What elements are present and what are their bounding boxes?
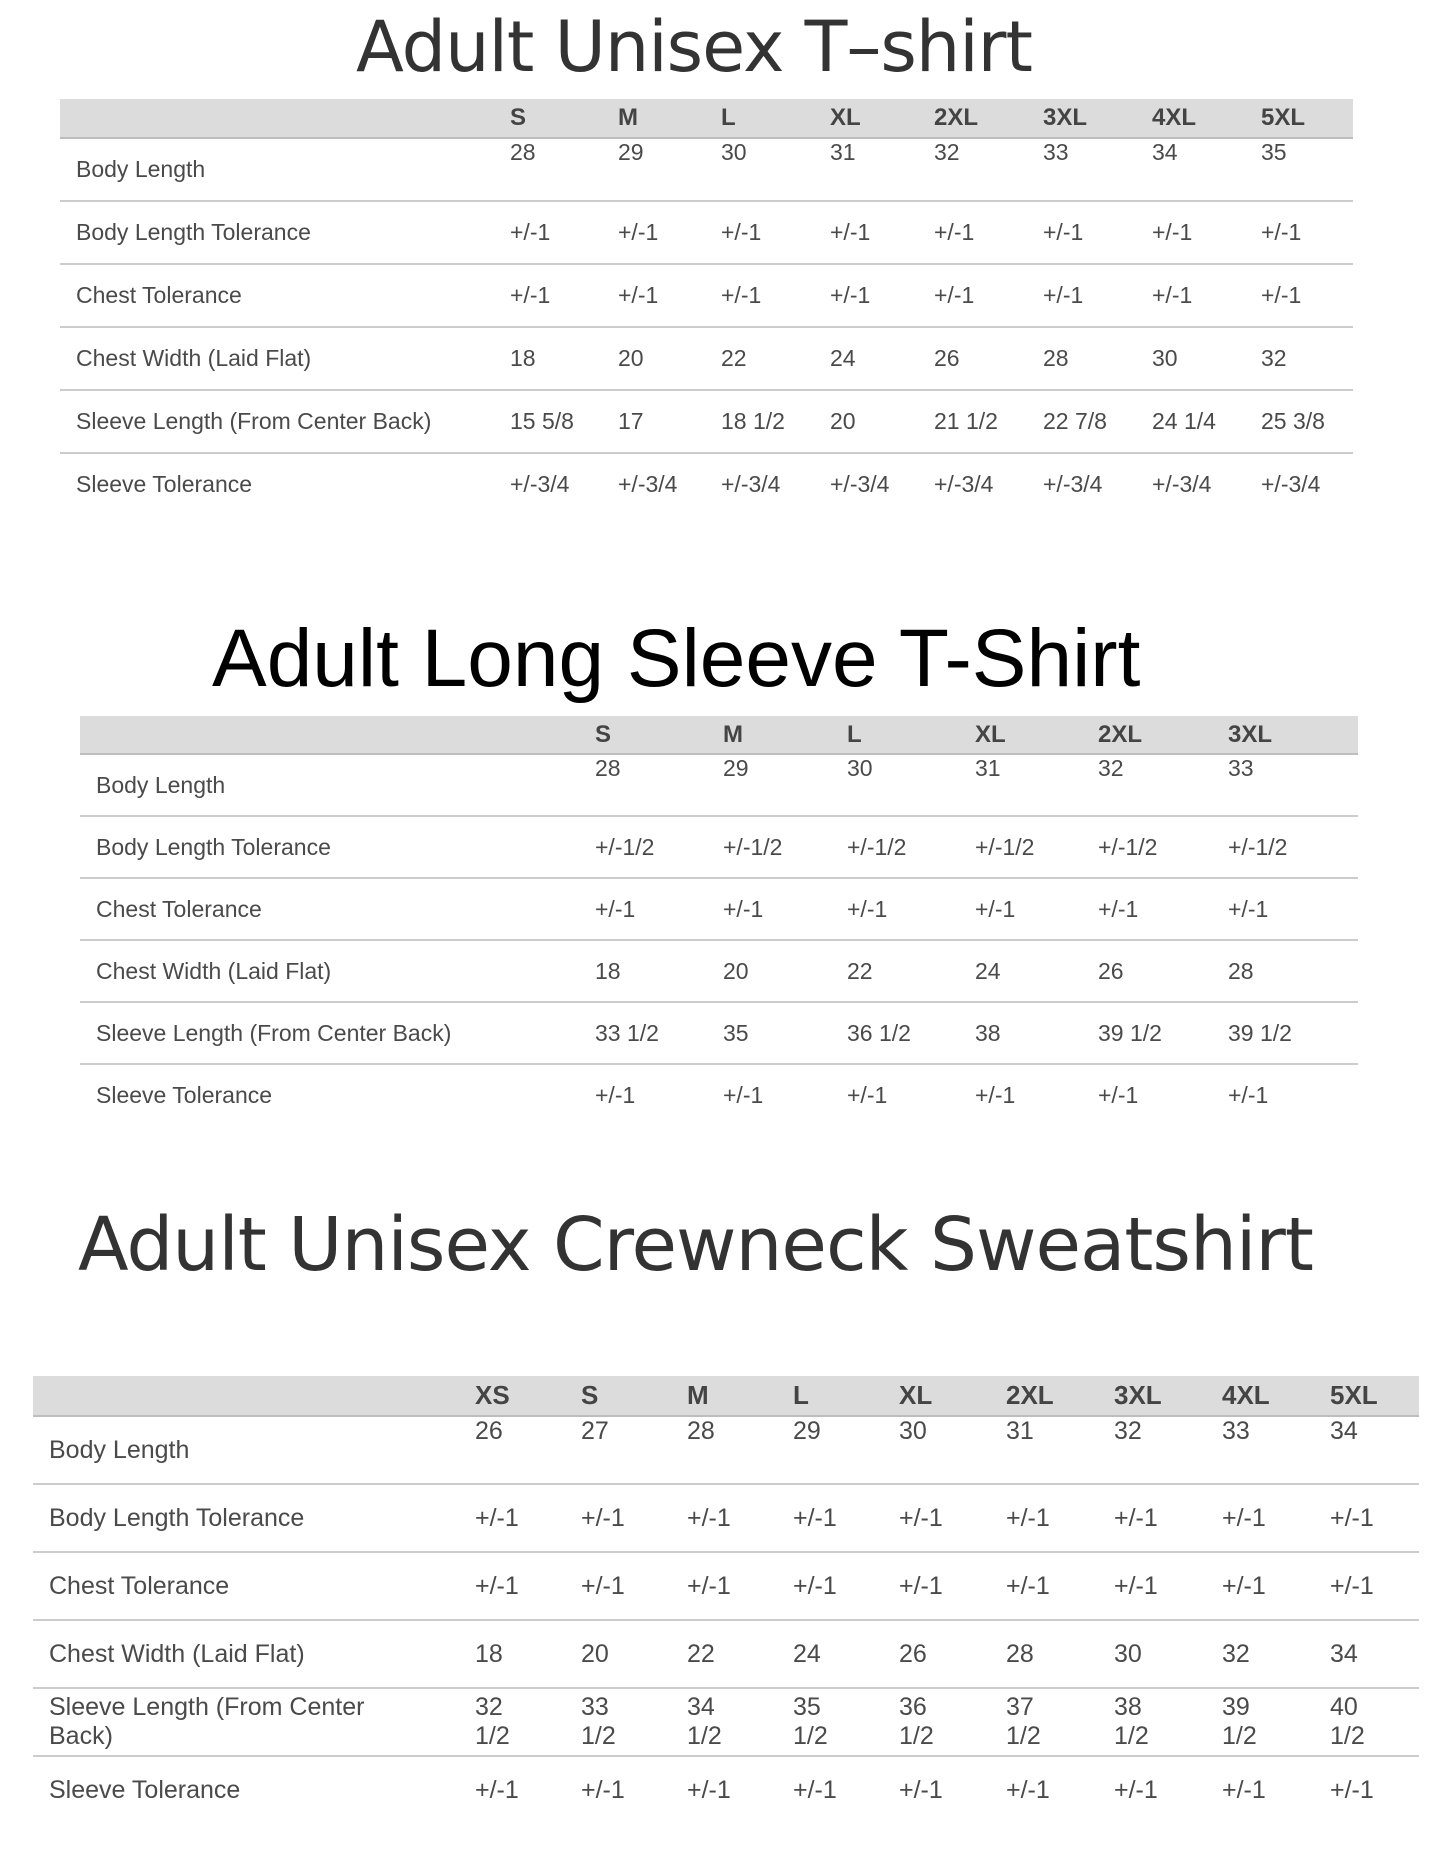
measurement-value: 24: [793, 1620, 899, 1688]
measurement-value: +/-1: [1222, 1484, 1330, 1552]
size-header: 2XL: [934, 99, 1043, 138]
measurement-value: 38: [975, 1002, 1098, 1064]
measurement-row: [60, 138, 1353, 201]
measurement-label: Chest Width (Laid Flat): [80, 940, 595, 1002]
measurement-value: +/-1: [1222, 1775, 1266, 1804]
measurement-value: 25 3/8: [1261, 390, 1353, 453]
measurement-value: +/-1: [723, 878, 847, 940]
measurement-row: [33, 1552, 1419, 1620]
measurement-value: 34: [1330, 1416, 1419, 1484]
size-header-row: [60, 99, 1353, 138]
measurement-label: Chest Tolerance: [80, 878, 595, 940]
measurement-value: +/-3/4: [510, 471, 570, 497]
measurement-value: +/-1: [1043, 201, 1152, 264]
measurement-value: 18 1/2: [721, 390, 830, 453]
measurement-value: 32: [1098, 754, 1228, 816]
measurement-value: 34: [1152, 138, 1261, 201]
measurement-value: +/-1: [1261, 264, 1353, 327]
measurement-value: +/-1/2: [723, 816, 847, 878]
measurement-value: 36 1/2: [847, 1002, 975, 1064]
measurement-row: [80, 940, 1358, 1002]
measurement-value: +/-1: [581, 1552, 687, 1620]
measurement-value: +/-1: [1006, 1484, 1114, 1552]
size-header: 3XL: [1228, 716, 1358, 754]
measurement-value: 18: [510, 327, 618, 390]
measurement-value: 18: [475, 1620, 581, 1688]
size-header: XL: [975, 716, 1098, 754]
measurement-label: Body Length: [60, 138, 510, 201]
measurement-value: +/-1: [618, 201, 721, 264]
measurement-value: +/-1: [1114, 1775, 1158, 1804]
measurement-value: 22: [847, 940, 975, 1002]
measurement-value: +/-1: [687, 1552, 793, 1620]
measurement-value: 22: [721, 327, 830, 390]
long-sleeve-tshirt-title: Adult Long Sleeve T-Shirt: [212, 613, 1141, 704]
measurement-value: 33 1/2: [595, 1002, 723, 1064]
measurement-value: 36 1/2: [899, 1688, 1006, 1756]
measurement-value: +/-3/4: [1261, 471, 1321, 497]
measurement-value: +/-1: [721, 201, 830, 264]
measurement-label: Sleeve Tolerance: [76, 471, 253, 497]
measurement-row: [33, 1416, 1419, 1484]
size-header: M: [687, 1376, 793, 1416]
size-header: 3XL: [1114, 1376, 1222, 1416]
measurement-value: +/-1: [1006, 1552, 1114, 1620]
measurement-value: +/-1: [723, 1081, 764, 1108]
measurement-value: 32: [934, 138, 1043, 201]
measurement-value: +/-1: [934, 201, 1043, 264]
measurement-label: Body Length: [80, 754, 595, 816]
measurement-value: 24: [830, 327, 934, 390]
measurement-value: 28: [687, 1416, 793, 1484]
measurement-value: 20: [618, 327, 721, 390]
measurement-value: +/-1: [595, 878, 723, 940]
measurement-value: +/-1: [618, 264, 721, 327]
measurement-label: Chest Tolerance: [60, 264, 510, 327]
measurement-value: 15 5/8: [510, 390, 618, 453]
measurement-value: 39 1/2: [1228, 1002, 1358, 1064]
measurement-value: 29: [618, 138, 721, 201]
measurement-value: +/-1: [899, 1484, 1006, 1552]
measurement-value: +/-1/2: [975, 816, 1098, 878]
measurement-value: 40 1/2: [1330, 1688, 1419, 1756]
measurement-value: +/-1: [721, 264, 830, 327]
measurement-value: +/-3/4: [830, 471, 890, 497]
size-header: 5XL: [1330, 1376, 1419, 1416]
size-header: S: [595, 716, 723, 754]
measurement-value: +/-1: [581, 1775, 625, 1804]
measurement-label: Body Length Tolerance: [80, 816, 595, 878]
measurement-label: Sleeve Length (From Center Back): [33, 1688, 475, 1756]
measurement-row: [80, 754, 1358, 816]
measurement-value: 35: [1261, 138, 1353, 201]
header-blank: [80, 716, 595, 754]
measurement-value: +/-1: [687, 1484, 793, 1552]
measurement-value: +/-1: [475, 1552, 581, 1620]
measurement-value: 28: [1228, 940, 1358, 1002]
measurement-value: 22 7/8: [1043, 390, 1152, 453]
measurement-value: +/-1: [1114, 1484, 1222, 1552]
measurement-label: Body Length: [33, 1416, 475, 1484]
measurement-value: +/-1: [1261, 201, 1353, 264]
size-header: S: [510, 99, 618, 138]
measurement-row: [60, 264, 1353, 327]
size-header: XL: [899, 1376, 1006, 1416]
size-header: 2XL: [1006, 1376, 1114, 1416]
measurement-value: +/-1: [793, 1484, 899, 1552]
measurement-label: Chest Width (Laid Flat): [60, 327, 510, 390]
measurement-row: [33, 1688, 1419, 1756]
measurement-value: +/-1: [1006, 1775, 1050, 1804]
measurement-value: 28: [1006, 1620, 1114, 1688]
measurement-value: 26: [899, 1620, 1006, 1688]
measurement-value: 39 1/2: [1098, 1002, 1228, 1064]
measurement-value: +/-3/4: [1043, 471, 1103, 497]
measurement-value: 21 1/2: [934, 390, 1043, 453]
measurement-value: +/-1: [975, 878, 1098, 940]
measurement-value: +/-1: [1228, 878, 1358, 940]
measurement-value: 28: [1043, 327, 1152, 390]
measurement-value: +/-1: [510, 264, 618, 327]
measurement-value: 24: [975, 940, 1098, 1002]
measurement-value: +/-1: [1098, 1081, 1139, 1108]
measurement-label: Sleeve Length (From Center Back): [60, 390, 510, 453]
measurement-row: [80, 1064, 1358, 1125]
measurement-value: +/-1: [847, 1081, 888, 1108]
size-header: 5XL: [1261, 99, 1353, 138]
measurement-value: +/-1: [793, 1775, 837, 1804]
measurement-value: 32: [1222, 1620, 1330, 1688]
measurement-label: Sleeve Length (From Center Back): [80, 1002, 595, 1064]
measurement-value: +/-1: [934, 264, 1043, 327]
measurement-row: [80, 1002, 1358, 1064]
measurement-value: +/-1: [1152, 264, 1261, 327]
measurement-value: 27: [581, 1416, 687, 1484]
measurement-value: 30: [899, 1416, 1006, 1484]
measurement-row: [60, 201, 1353, 264]
size-header-row: [33, 1376, 1419, 1416]
measurement-value: 26: [475, 1416, 581, 1484]
size-header: L: [793, 1376, 899, 1416]
measurement-value: 34 1/2: [687, 1688, 793, 1756]
measurement-value: 30: [1152, 327, 1261, 390]
measurement-value: +/-1: [475, 1484, 581, 1552]
measurement-value: 37 1/2: [1006, 1688, 1114, 1756]
measurement-value: +/-1: [899, 1775, 943, 1804]
measurement-value: 30: [721, 138, 830, 201]
size-header: XS: [475, 1376, 581, 1416]
size-header: 2XL: [1098, 716, 1228, 754]
measurement-row: [33, 1756, 1419, 1823]
measurement-value: 29: [793, 1416, 899, 1484]
measurement-row: [80, 816, 1358, 878]
measurement-value: 31: [1006, 1416, 1114, 1484]
measurement-row: [33, 1484, 1419, 1552]
measurement-value: 38 1/2: [1114, 1688, 1222, 1756]
header-blank: [33, 1376, 475, 1416]
measurement-value: +/-3/4: [1152, 471, 1212, 497]
measurement-value: 33 1/2: [581, 1688, 687, 1756]
unisex-tshirt-title: Adult Unisex T–shirt: [356, 6, 1032, 88]
measurement-value: 32 1/2: [475, 1688, 581, 1756]
measurement-value: +/-1: [1152, 201, 1261, 264]
measurement-label: Body Length Tolerance: [33, 1484, 475, 1552]
measurement-value: 34: [1330, 1620, 1419, 1688]
measurement-value: +/-1: [830, 201, 934, 264]
measurement-value: 31: [975, 754, 1098, 816]
measurement-value: +/-1: [1228, 1081, 1269, 1108]
measurement-value: +/-1/2: [1098, 816, 1228, 878]
measurement-value: +/-1: [975, 1081, 1016, 1108]
measurement-value: +/-3/4: [934, 471, 994, 497]
measurement-label: Sleeve Tolerance: [96, 1081, 273, 1108]
measurement-value: +/-1: [1330, 1775, 1374, 1804]
measurement-value: +/-1: [1330, 1552, 1419, 1620]
measurement-value: 31: [830, 138, 934, 201]
header-blank: [60, 99, 510, 138]
measurement-value: +/-1: [1043, 264, 1152, 327]
size-header-row: [80, 716, 1358, 754]
measurement-value: 29: [723, 754, 847, 816]
size-header: M: [618, 99, 721, 138]
measurement-label: Chest Tolerance: [33, 1552, 475, 1620]
measurement-value: 30: [847, 754, 975, 816]
measurement-value: 20: [581, 1620, 687, 1688]
measurement-value: 22: [687, 1620, 793, 1688]
measurement-value: +/-1: [1330, 1484, 1419, 1552]
measurement-value: +/-1: [830, 264, 934, 327]
measurement-value: 26: [934, 327, 1043, 390]
measurement-value: +/-1: [1114, 1552, 1222, 1620]
size-header: XL: [830, 99, 934, 138]
measurement-row: [33, 1620, 1419, 1688]
measurement-value: 32: [1114, 1416, 1222, 1484]
measurement-value: 20: [723, 940, 847, 1002]
measurement-label: Sleeve Tolerance: [49, 1775, 241, 1804]
measurement-row: [80, 878, 1358, 940]
measurement-value: +/-1: [1222, 1552, 1330, 1620]
measurement-row: [60, 327, 1353, 390]
measurement-value: +/-1: [687, 1775, 731, 1804]
measurement-value: +/-1/2: [595, 816, 723, 878]
size-header: 3XL: [1043, 99, 1152, 138]
size-header: L: [847, 716, 975, 754]
measurement-value: 32: [1261, 327, 1353, 390]
crewneck-sweatshirt-size-table: [33, 1376, 1419, 1823]
size-header: 4XL: [1222, 1376, 1330, 1416]
measurement-value: 33: [1043, 138, 1152, 201]
measurement-row: [60, 390, 1353, 453]
measurement-value: 35: [723, 1002, 847, 1064]
measurement-value: 33: [1222, 1416, 1330, 1484]
size-header: 4XL: [1152, 99, 1261, 138]
unisex-tshirt-size-table: [60, 99, 1353, 515]
measurement-row: [60, 453, 1353, 515]
measurement-value: +/-1/2: [1228, 816, 1358, 878]
measurement-value: +/-1/2: [847, 816, 975, 878]
measurement-value: +/-1: [595, 1081, 636, 1108]
measurement-value: 24 1/4: [1152, 390, 1261, 453]
measurement-value: 17: [618, 390, 721, 453]
long-sleeve-tshirt-size-table: [80, 716, 1358, 1125]
crewneck-sweatshirt-title: Adult Unisex Crewneck Sweatshirt: [78, 1202, 1313, 1288]
measurement-value: 26: [1098, 940, 1228, 1002]
size-header: M: [723, 716, 847, 754]
measurement-value: +/-1: [475, 1775, 519, 1804]
measurement-value: +/-1: [581, 1484, 687, 1552]
measurement-value: 30: [1114, 1620, 1222, 1688]
measurement-value: 39 1/2: [1222, 1688, 1330, 1756]
measurement-value: +/-1: [899, 1552, 1006, 1620]
measurement-value: 33: [1228, 754, 1358, 816]
size-header: S: [581, 1376, 687, 1416]
measurement-value: 35 1/2: [793, 1688, 899, 1756]
measurement-value: 18: [595, 940, 723, 1002]
measurement-value: +/-3/4: [618, 471, 678, 497]
measurement-value: +/-1: [847, 878, 975, 940]
measurement-value: 28: [510, 138, 618, 201]
size-header: L: [721, 99, 830, 138]
measurement-value: +/-1: [1098, 878, 1228, 940]
measurement-label: Chest Width (Laid Flat): [33, 1620, 475, 1688]
measurement-label: Body Length Tolerance: [60, 201, 510, 264]
measurement-value: 20: [830, 390, 934, 453]
measurement-value: +/-1: [510, 201, 618, 264]
measurement-value: +/-3/4: [721, 471, 781, 497]
measurement-value: 28: [595, 754, 723, 816]
measurement-value: +/-1: [793, 1552, 899, 1620]
